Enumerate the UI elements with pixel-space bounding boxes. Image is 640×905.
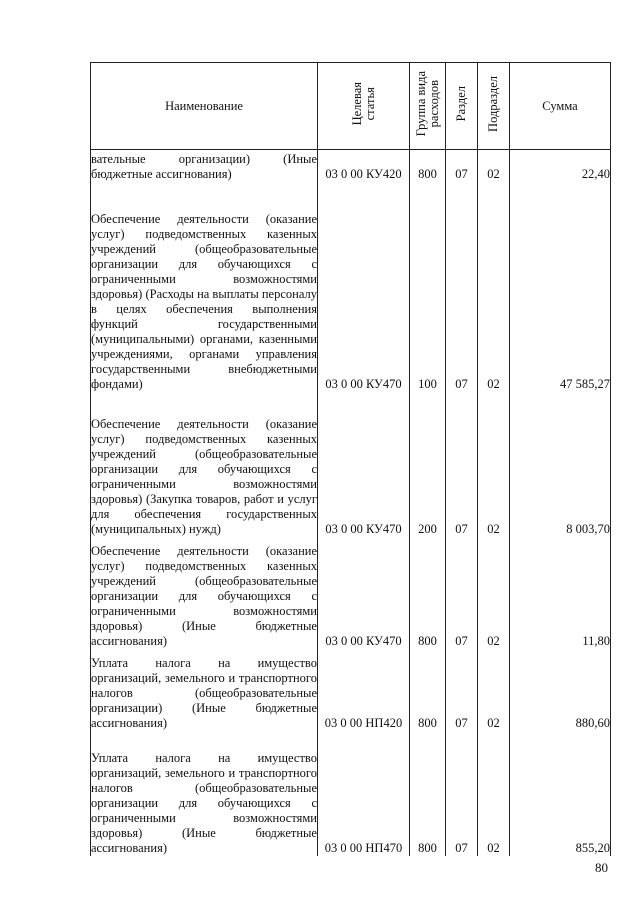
table-row — [91, 182, 611, 392]
row-section: 07 — [446, 392, 478, 537]
page-number: 80 — [595, 860, 608, 875]
row-section: 07 — [446, 731, 478, 856]
budget-table — [90, 62, 611, 856]
row-name: Обеспечение деятельности (оказание услуг) подведомственных казенных учреждений (общеобразовательные организации для обучающихся с ограниченными возможностями здоровья) (Закупка товаров, работ и услуг для обеспечения государственных (муниципальных) нужд) — [91, 392, 318, 537]
row-name: Обеспечение деятельности (оказание услуг) подведомственных казенных учреждений (общеобразовательные организации для обучающихся с ограниченными возможностями здоровья) (Иные бюджетные ассигнования) — [91, 537, 318, 649]
row-name: Уплата налога на имущество организаций, земельного и транспортного налогов (общеобразовательные организации для обучающихся с ограниченными возможностями здоровья) (Иные бюджетные ассигнования) — [91, 731, 318, 856]
row-group: 200 — [410, 392, 446, 537]
row-section: 07 — [446, 537, 478, 649]
table-row — [91, 731, 611, 856]
header-group: Группа вида расходов — [410, 63, 446, 150]
row-subsection: 02 — [478, 537, 510, 649]
row-subsection: 02 — [478, 182, 510, 392]
row-subsection: 02 — [478, 731, 510, 856]
row-section: 07 — [446, 182, 478, 392]
header-target: Целевая статья — [318, 63, 410, 150]
header-subsection: Подраздел — [478, 63, 510, 150]
table-header — [91, 63, 611, 150]
row-sum: 855,20 — [510, 731, 611, 856]
table-row — [91, 537, 611, 649]
table-row — [91, 392, 611, 537]
row-sum: 880,60 — [510, 649, 611, 731]
row-section: 07 — [446, 649, 478, 731]
header-sum: Сумма — [510, 63, 611, 150]
row-name: Обеспечение деятельности (оказание услуг) подведомственных казенных учреждений (общеобразовательные организации для обучающихся с ограниченными возможностями здоровья) (Расходы на выплаты персоналу в целях обеспечения выполнения функций государственными (муниципальными) органами, казенными учреждениями, органами управления государственными внебюджетными фондами) — [91, 182, 318, 392]
table-row — [91, 649, 611, 731]
row-name: Уплата налога на имущество организаций, земельного и транспортного налогов (общеобразовательные организации) (Иные бюджетные ассигнования) — [91, 649, 318, 731]
row-sum: 47 585,27 — [510, 182, 611, 392]
row-target: 03 0 00 КУ470 — [318, 182, 410, 392]
row-subsection: 02 — [478, 150, 510, 182]
row-sum: 8 003,70 — [510, 392, 611, 537]
row-sum: 22,40 — [510, 150, 611, 182]
row-target: 03 0 00 КУ470 — [318, 537, 410, 649]
row-group: 800 — [410, 150, 446, 182]
row-target: 03 0 00 КУ420 — [318, 150, 410, 182]
row-group: 100 — [410, 182, 446, 392]
table-row — [91, 150, 611, 182]
row-target: 03 0 00 КУ470 — [318, 392, 410, 537]
row-sum: 11,80 — [510, 537, 611, 649]
header-section: Раздел — [446, 63, 478, 150]
row-group: 800 — [410, 537, 446, 649]
row-subsection: 02 — [478, 392, 510, 537]
row-group: 800 — [410, 731, 446, 856]
header-name: Наименование — [91, 63, 318, 150]
row-target: 03 0 00 НП470 — [318, 731, 410, 856]
row-name: вательные организации) (Иные бюджетные ассигнования) — [91, 151, 317, 181]
row-target: 03 0 00 НП420 — [318, 649, 410, 731]
row-section: 07 — [446, 150, 478, 182]
row-group: 800 — [410, 649, 446, 731]
row-subsection: 02 — [478, 649, 510, 731]
